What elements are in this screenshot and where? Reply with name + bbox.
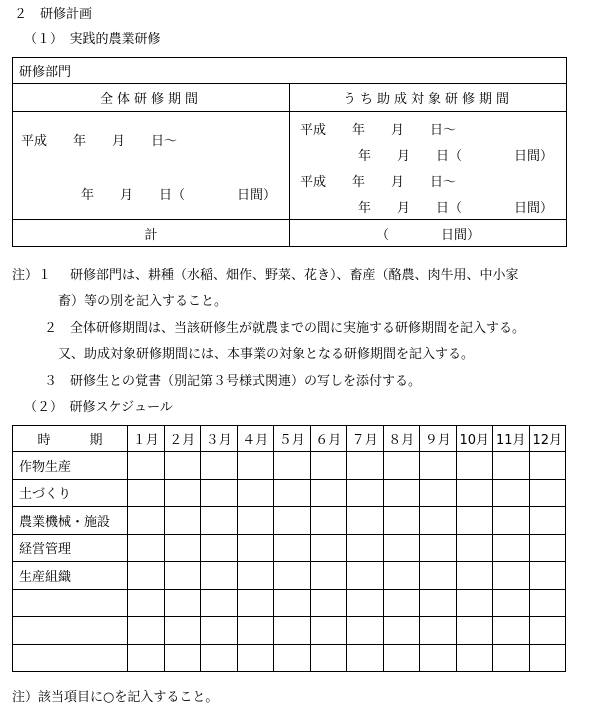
schedule-cell[interactable]	[347, 507, 384, 535]
schedule-cell[interactable]	[237, 589, 274, 617]
month-header: 11月	[493, 426, 530, 452]
schedule-cell[interactable]	[529, 479, 566, 507]
subsidy-period-cell[interactable]	[290, 112, 567, 220]
schedule-cell[interactable]	[383, 534, 420, 562]
schedule-cell[interactable]	[420, 617, 457, 645]
schedule-row	[13, 507, 566, 535]
schedule-row-label	[13, 644, 128, 672]
total-period-start: 平成 年 月 日～	[21, 134, 178, 149]
total-period-header: 全体研修期間	[13, 84, 290, 112]
schedule-row	[13, 562, 566, 590]
subsidy-period-start-2: 平成 年 月 日～	[300, 175, 457, 190]
schedule-cell[interactable]	[128, 479, 165, 507]
schedule-cell[interactable]	[310, 507, 347, 535]
note-1-prefix: 注）１	[12, 268, 52, 283]
schedule-row	[13, 644, 566, 672]
total-period-cell[interactable]	[13, 112, 290, 220]
schedule-cell[interactable]	[456, 562, 493, 590]
schedule-cell[interactable]	[456, 589, 493, 617]
schedule-cell[interactable]	[310, 479, 347, 507]
schedule-cell[interactable]	[201, 644, 238, 672]
schedule-table	[12, 425, 566, 672]
schedule-cell[interactable]	[420, 562, 457, 590]
schedule-cell[interactable]	[529, 562, 566, 590]
schedule-row	[13, 452, 566, 480]
department-cell[interactable]	[13, 58, 567, 84]
total-label: 計	[13, 220, 290, 247]
schedule-cell[interactable]	[164, 452, 201, 480]
schedule-cell[interactable]	[237, 617, 274, 645]
schedule-cell[interactable]	[310, 534, 347, 562]
schedule-row	[13, 589, 566, 617]
month-header: 12月	[529, 426, 566, 452]
note-2-line1: 全体研修期間は、当該研修生が就農までの間に実施する研修期間を記入する。	[70, 321, 526, 336]
schedule-cell[interactable]	[164, 479, 201, 507]
schedule-cell[interactable]	[201, 507, 238, 535]
schedule-cell[interactable]	[128, 617, 165, 645]
section1-title: （１） 実践的農業研修	[24, 32, 161, 47]
month-header: ７月	[347, 426, 384, 452]
schedule-cell[interactable]	[237, 644, 274, 672]
note-2-line2: 又、助成対象研修期間には、本事業の対象となる研修期間を記入する。	[58, 347, 475, 362]
month-header: ８月	[383, 426, 420, 452]
schedule-cell[interactable]	[274, 479, 311, 507]
schedule-cell[interactable]	[420, 452, 457, 480]
schedule-cell[interactable]	[128, 452, 165, 480]
schedule-cell[interactable]	[347, 479, 384, 507]
schedule-cell[interactable]	[493, 617, 530, 645]
schedule-cell[interactable]	[420, 644, 457, 672]
schedule-cell[interactable]	[201, 617, 238, 645]
schedule-cell[interactable]	[347, 644, 384, 672]
schedule-cell[interactable]	[128, 644, 165, 672]
schedule-cell[interactable]	[128, 507, 165, 535]
department-label: 研修部門	[19, 65, 72, 80]
schedule-cell[interactable]	[529, 617, 566, 645]
total-days[interactable]: （ 日間）	[290, 220, 567, 247]
schedule-row-label: 農業機械・施設	[13, 507, 128, 535]
schedule-cell[interactable]	[529, 644, 566, 672]
month-header: 10月	[456, 426, 493, 452]
subsidy-period-start-1: 平成 年 月 日～	[300, 123, 457, 138]
schedule-header-row	[13, 426, 566, 452]
schedule-cell[interactable]	[274, 534, 311, 562]
schedule-row-label: 土づくり	[13, 479, 128, 507]
schedule-cell[interactable]	[420, 534, 457, 562]
schedule-cell[interactable]	[456, 534, 493, 562]
total-period-end: 年 月 日（ 日間）	[81, 188, 277, 203]
note-1-line1: 研修部門は、耕種（水稲、畑作、野菜、花き）、畜産（酪農、肉牛用、中小家	[70, 268, 519, 283]
note-3-line1: 研修生との覚書（別記第３号様式関連）の写しを添付する。	[70, 374, 422, 389]
schedule-cell[interactable]	[347, 452, 384, 480]
month-header: ４月	[237, 426, 274, 452]
section2-title: （２） 研修スケジュール	[24, 400, 173, 415]
schedule-cell[interactable]	[201, 589, 238, 617]
schedule-row-label: 生産組織	[13, 562, 128, 590]
schedule-cell[interactable]	[493, 507, 530, 535]
schedule-cell[interactable]	[347, 534, 384, 562]
plan-table	[12, 57, 567, 247]
schedule-row-label: 作物生産	[13, 452, 128, 480]
schedule-cell[interactable]	[529, 534, 566, 562]
note-2-prefix: ２	[44, 321, 58, 336]
schedule-cell[interactable]	[529, 589, 566, 617]
schedule-cell[interactable]	[456, 507, 493, 535]
schedule-cell[interactable]	[274, 562, 311, 590]
schedule-cell[interactable]	[128, 534, 165, 562]
schedule-cell[interactable]	[237, 534, 274, 562]
schedule-cell[interactable]	[164, 644, 201, 672]
schedule-cell[interactable]	[164, 507, 201, 535]
schedule-cell[interactable]	[164, 617, 201, 645]
section-heading: ２ 研修計画	[14, 7, 93, 22]
note-1-line2: 畜）等の別を記入すること。	[58, 294, 228, 309]
month-header: ３月	[201, 426, 238, 452]
schedule-cell[interactable]	[237, 507, 274, 535]
schedule-cell[interactable]	[529, 452, 566, 480]
schedule-cell[interactable]	[274, 617, 311, 645]
schedule-cell[interactable]	[493, 452, 530, 480]
note-3-prefix: ３	[44, 374, 58, 389]
schedule-cell[interactable]	[383, 562, 420, 590]
schedule-cell[interactable]	[420, 479, 457, 507]
schedule-cell[interactable]	[383, 617, 420, 645]
schedule-cell[interactable]	[201, 452, 238, 480]
footer-note: 注）該当項目に○を記入すること。	[12, 690, 219, 705]
schedule-cell[interactable]	[274, 452, 311, 480]
schedule-cell[interactable]	[274, 644, 311, 672]
schedule-cell[interactable]	[456, 479, 493, 507]
month-header: １月	[128, 426, 165, 452]
schedule-cell[interactable]	[529, 507, 566, 535]
schedule-cell[interactable]	[383, 479, 420, 507]
schedule-cell[interactable]	[383, 452, 420, 480]
schedule-cell[interactable]	[383, 507, 420, 535]
schedule-cell[interactable]	[164, 589, 201, 617]
subsidy-period-header: うち助成対象研修期間	[290, 84, 567, 112]
schedule-cell[interactable]	[274, 507, 311, 535]
schedule-cell[interactable]	[347, 617, 384, 645]
schedule-cell[interactable]	[310, 452, 347, 480]
month-header: ６月	[310, 426, 347, 452]
schedule-row	[13, 479, 566, 507]
period-header: 時 期	[13, 426, 128, 452]
schedule-cell[interactable]	[201, 562, 238, 590]
month-header: ２月	[164, 426, 201, 452]
schedule-cell[interactable]	[347, 589, 384, 617]
schedule-cell[interactable]	[128, 589, 165, 617]
schedule-cell[interactable]	[420, 589, 457, 617]
schedule-cell[interactable]	[164, 562, 201, 590]
schedule-cell[interactable]	[201, 479, 238, 507]
subsidy-period-end-1: 年 月 日（ 日間）	[358, 149, 554, 164]
schedule-row-label	[13, 589, 128, 617]
schedule-row	[13, 617, 566, 645]
schedule-cell[interactable]	[237, 562, 274, 590]
schedule-cell[interactable]	[383, 589, 420, 617]
schedule-row	[13, 534, 566, 562]
schedule-row-label: 経営管理	[13, 534, 128, 562]
schedule-cell[interactable]	[347, 562, 384, 590]
schedule-cell[interactable]	[493, 644, 530, 672]
schedule-cell[interactable]	[493, 589, 530, 617]
schedule-cell[interactable]	[383, 644, 420, 672]
schedule-cell[interactable]	[310, 589, 347, 617]
schedule-cell[interactable]	[164, 534, 201, 562]
schedule-cell[interactable]	[456, 617, 493, 645]
schedule-cell[interactable]	[456, 644, 493, 672]
schedule-cell[interactable]	[493, 534, 530, 562]
month-header: ９月	[420, 426, 457, 452]
schedule-cell[interactable]	[274, 589, 311, 617]
schedule-cell[interactable]	[493, 479, 530, 507]
schedule-cell[interactable]	[237, 479, 274, 507]
schedule-cell[interactable]	[201, 534, 238, 562]
schedule-cell[interactable]	[456, 452, 493, 480]
schedule-cell[interactable]	[128, 562, 165, 590]
schedule-cell[interactable]	[493, 562, 530, 590]
schedule-cell[interactable]	[310, 644, 347, 672]
schedule-cell[interactable]	[310, 562, 347, 590]
subsidy-period-end-2: 年 月 日（ 日間）	[358, 201, 554, 216]
schedule-cell[interactable]	[420, 507, 457, 535]
schedule-row-label	[13, 617, 128, 645]
month-header: ５月	[274, 426, 311, 452]
schedule-cell[interactable]	[310, 617, 347, 645]
schedule-cell[interactable]	[237, 452, 274, 480]
